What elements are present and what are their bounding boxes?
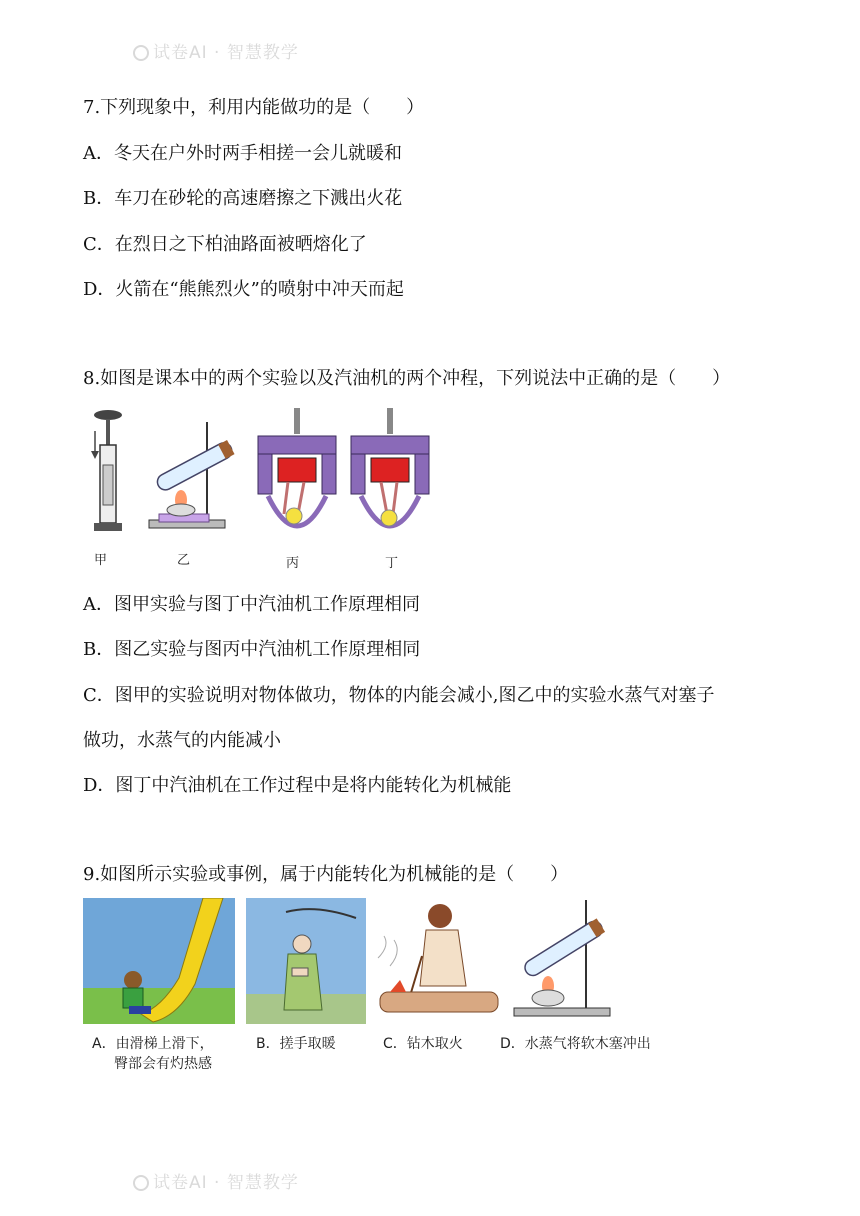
q7-option-b: B．车刀在砂轮的高速磨擦之下溅出火花 — [83, 188, 403, 209]
q8-option-b: B．图乙实验与图丙中汽油机工作原理相同 — [83, 639, 421, 660]
q9-caption-d: D．水蒸气将软木塞冲出 — [500, 1036, 651, 1052]
q7-option-c: C．在烈日之下柏油路面被晒熔化了 — [83, 234, 367, 255]
watermark-bottom: 试卷AI · 智慧教学 — [133, 1168, 299, 1193]
q9-figure-slide — [83, 898, 235, 1024]
q8-label-yi: 乙 — [177, 553, 191, 568]
q7-stem: 7.下列现象中，利用内能做功的是（ ） — [83, 97, 425, 118]
q7-option-d: D．火箭在“熊熊烈火”的喷射中冲天而起 — [83, 279, 404, 300]
q8-figure-jia — [85, 405, 135, 545]
q8-figure-ding — [347, 406, 433, 548]
watermark-top: 试卷AI · 智慧教学 — [133, 38, 299, 63]
q9-figure-steam-cork — [508, 898, 618, 1024]
q8-option-a: A．图甲实验与图丁中汽油机工作原理相同 — [83, 594, 420, 615]
q8-label-jia: 甲 — [94, 553, 108, 568]
q7-option-a: A．冬天在户外时两手相搓一会儿就暖和 — [83, 143, 402, 164]
q8-label-ding: 丁 — [385, 556, 399, 571]
q9-caption-b: B．搓手取暖 — [256, 1036, 336, 1052]
q9-stem: 9.如图所示实验或事例，属于内能转化为机械能的是（ ） — [83, 864, 569, 885]
q9-caption-a-line2: 臀部会有灼热感 — [114, 1056, 212, 1072]
q9-caption-a-line1: A．由滑梯上滑下， — [92, 1036, 214, 1052]
watermark-logo-icon — [133, 45, 149, 61]
q8-label-bing: 丙 — [286, 556, 300, 571]
q8-option-c: C．图甲的实验说明对物体做功，物体的内能会减小,图乙中的实验水蒸气对塞子 — [83, 685, 715, 706]
q9-caption-c: C．钻木取火 — [383, 1036, 463, 1052]
watermark-logo-icon — [133, 1175, 149, 1191]
q8-option-d: D．图丁中汽油机在工作过程中是将内能转化为机械能 — [83, 775, 512, 796]
q8-figure-yi — [145, 420, 240, 538]
q8-option-c-continued: 做功，水蒸气的内能减小 — [83, 730, 281, 751]
q8-stem: 8.如图是课本中的两个实验以及汽油机的两个冲程，下列说法中正确的是（ ） — [83, 368, 731, 389]
q9-figure-drilling-fire — [370, 896, 502, 1026]
q8-figure-bing — [254, 406, 340, 548]
q9-figure-rubbing-hands — [246, 898, 366, 1024]
